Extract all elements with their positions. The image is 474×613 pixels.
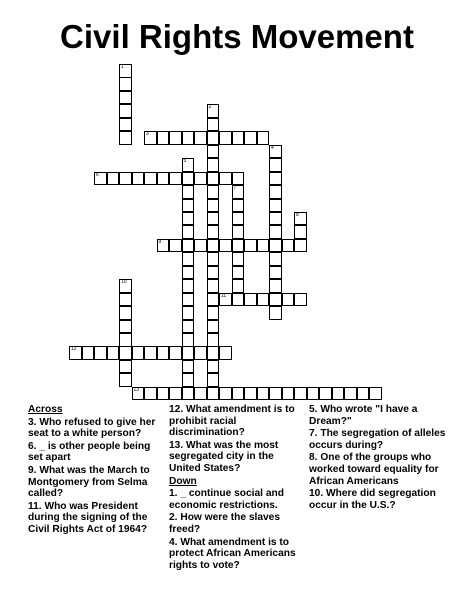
grid-cell[interactable] [219, 387, 232, 401]
grid-cell[interactable] [244, 239, 257, 253]
grid-cell[interactable] [257, 239, 270, 253]
grid-cell[interactable] [119, 320, 132, 334]
grid-cell[interactable] [207, 145, 220, 159]
cell-number: 4 [271, 144, 274, 151]
grid-cell[interactable] [119, 373, 132, 387]
clue-across-6: 6. _ is other people being set apart [28, 440, 151, 464]
grid-cell[interactable] [269, 158, 282, 172]
clue-down-1: 1. _ continue social and economic restrictions. [169, 488, 284, 511]
grid-cell[interactable] [182, 199, 195, 213]
grid-cell[interactable] [207, 320, 220, 334]
cell-number: 5 [183, 158, 187, 165]
clue-down-8: 8. One of the groups who worked toward equality for African Americans [309, 452, 439, 487]
grid-cell[interactable] [232, 225, 245, 239]
clues-column-3 [309, 404, 457, 512]
across-heading: Across [28, 404, 63, 415]
grid-cell[interactable] [207, 118, 220, 132]
grid-cell[interactable] [119, 131, 132, 145]
clue-down-2: 2. How were the slaves freed? [169, 512, 281, 535]
grid-cell[interactable] [232, 252, 245, 266]
grid-cell[interactable] [132, 346, 145, 360]
grid-cell[interactable] [157, 239, 170, 253]
grid-cell[interactable] [207, 387, 220, 401]
grid-cell[interactable] [107, 172, 120, 186]
grid-cell[interactable] [169, 239, 182, 253]
down-heading: Down [169, 475, 197, 487]
grid-cell[interactable] [169, 131, 182, 145]
grid-cell[interactable] [207, 266, 220, 280]
grid-cell[interactable] [207, 131, 220, 145]
grid-cell[interactable] [294, 293, 307, 307]
grid-cell[interactable] [207, 373, 220, 387]
grid-cell[interactable] [294, 225, 307, 239]
grid-cell[interactable] [119, 293, 132, 307]
grid-cell[interactable] [207, 158, 220, 172]
grid-cell[interactable] [119, 104, 132, 118]
grid-cell[interactable] [232, 172, 245, 186]
grid-cell[interactable] [182, 158, 195, 172]
grid-cell[interactable] [132, 172, 145, 186]
grid-cell[interactable] [219, 172, 232, 186]
grid-cell[interactable] [182, 333, 195, 347]
grid-cell[interactable] [144, 346, 157, 360]
grid-cell[interactable] [182, 185, 195, 199]
clue-across-3: 3. Who refused to give her seat to a white person? [28, 416, 156, 440]
grid-cell[interactable] [369, 387, 382, 401]
grid-cell[interactable] [119, 333, 132, 347]
grid-cell[interactable] [207, 199, 220, 213]
grid-cell[interactable] [257, 387, 270, 401]
grid-cell[interactable] [207, 333, 220, 347]
grid-cell[interactable] [282, 387, 295, 401]
grid-cell[interactable] [194, 346, 207, 360]
grid-cell[interactable] [269, 266, 282, 280]
grid-cell[interactable] [119, 346, 132, 360]
grid-cell[interactable] [182, 293, 195, 307]
grid-cell[interactable] [157, 346, 170, 360]
grid-cell[interactable] [219, 293, 232, 307]
grid-cell[interactable] [269, 225, 282, 239]
grid-cell[interactable] [182, 225, 195, 239]
grid-cell[interactable] [207, 279, 220, 293]
grid-cell[interactable] [207, 185, 220, 199]
grid-cell[interactable] [294, 212, 307, 226]
grid-cell[interactable] [182, 131, 195, 145]
grid-cell[interactable] [194, 239, 207, 253]
cell-number: 7 [233, 185, 237, 192]
grid-cell[interactable] [207, 212, 220, 226]
grid-cell[interactable] [294, 239, 307, 253]
grid-cell[interactable] [119, 77, 132, 91]
grid-cell[interactable] [219, 131, 232, 145]
clues-column-1 [28, 404, 161, 537]
grid-cell[interactable] [244, 387, 257, 401]
grid-cell[interactable] [244, 131, 257, 145]
cell-number: 9 [158, 238, 162, 245]
grid-cell[interactable] [182, 373, 195, 387]
grid-cell[interactable] [69, 346, 82, 360]
cell-number: 8 [296, 211, 299, 218]
grid-cell[interactable] [207, 225, 220, 239]
cell-number: 3 [146, 131, 149, 138]
clue-down-5: 5. Who wrote "I have a Dream?" [309, 404, 418, 427]
grid-cell[interactable] [357, 387, 370, 401]
grid-cell[interactable] [157, 131, 170, 145]
grid-cell[interactable] [319, 387, 332, 401]
grid-cell[interactable] [169, 346, 182, 360]
grid-cell[interactable] [119, 360, 132, 374]
cell-number: 1 [121, 64, 124, 70]
grid-cell[interactable] [82, 346, 95, 360]
grid-cell[interactable] [119, 91, 132, 105]
grid-cell[interactable] [269, 172, 282, 186]
grid-cell[interactable] [232, 293, 245, 307]
cell-number: 11 [221, 292, 227, 299]
clues-column-2 [169, 404, 301, 572]
clue-down-10: 10. Where did segregation occur in the U.S.? [309, 488, 436, 511]
grid-cell[interactable] [207, 293, 220, 307]
grid-cell[interactable] [294, 387, 307, 401]
grid-cell[interactable] [119, 306, 132, 320]
clue-across-9: 9. What was the March to Montgomery from Selma called? [28, 464, 150, 500]
grid-cell[interactable] [144, 387, 157, 401]
grid-cell[interactable] [257, 131, 270, 145]
grid-cell[interactable] [119, 64, 132, 78]
grid-cell[interactable] [144, 172, 157, 186]
grid-cell[interactable] [207, 239, 220, 253]
grid-cell[interactable] [232, 387, 245, 401]
grid-cell[interactable] [144, 131, 157, 145]
grid-cell[interactable] [257, 293, 270, 307]
grid-cell[interactable] [94, 172, 107, 186]
grid-cell[interactable] [232, 199, 245, 213]
grid-cell[interactable] [219, 346, 232, 360]
grid-cell[interactable] [182, 346, 195, 360]
cell-number: 10 [121, 279, 127, 286]
grid-cell[interactable] [182, 239, 195, 253]
grid-cell[interactable] [307, 387, 320, 401]
grid-cell[interactable] [182, 279, 195, 293]
grid-cell[interactable] [269, 145, 282, 159]
grid-cell[interactable] [232, 266, 245, 280]
clue-across-13: 13. What was the most segregated city in the United States? [169, 439, 279, 474]
grid-cell[interactable] [269, 252, 282, 266]
grid-cell[interactable] [207, 360, 220, 374]
grid-cell[interactable] [119, 279, 132, 293]
grid-cell[interactable] [194, 387, 207, 401]
grid-cell[interactable] [157, 387, 170, 401]
grid-cell[interactable] [244, 293, 257, 307]
grid-cell[interactable] [182, 172, 195, 186]
grid-cell[interactable] [194, 172, 207, 186]
grid-cell[interactable] [232, 239, 245, 253]
grid-cell[interactable] [232, 212, 245, 226]
clue-down-4: 4. What amendment is to protect African Americans rights to vote? [169, 536, 296, 571]
grid-cell[interactable] [219, 239, 232, 253]
grid-cell[interactable] [282, 293, 295, 307]
grid-cell[interactable] [269, 199, 282, 213]
grid-cell[interactable] [207, 252, 220, 266]
grid-cell[interactable] [207, 306, 220, 320]
grid-cell[interactable] [269, 185, 282, 199]
grid-cell[interactable] [207, 172, 220, 186]
grid-cell[interactable] [107, 346, 120, 360]
grid-cell[interactable] [182, 387, 195, 401]
cell-number: 2 [208, 104, 212, 111]
puzzle-title: Civil Rights Movement [60, 18, 414, 55]
clue-down-7: 7. The segregation of alleles occurs during? [309, 428, 446, 451]
grid-cell[interactable] [344, 387, 357, 401]
grid-cell[interactable] [119, 172, 132, 186]
grid-cell[interactable] [282, 239, 295, 253]
grid-cell[interactable] [269, 279, 282, 293]
grid-cell[interactable] [269, 293, 282, 307]
grid-cell[interactable] [207, 346, 220, 360]
cell-number: 6 [96, 171, 99, 178]
grid-cell[interactable] [182, 360, 195, 374]
cell-number: 13 [133, 386, 140, 393]
grid-cell[interactable] [269, 387, 282, 401]
grid-cell[interactable] [269, 306, 282, 320]
grid-cell[interactable] [182, 212, 195, 226]
grid-cell[interactable] [194, 131, 207, 145]
grid-cell[interactable] [207, 104, 220, 118]
grid-cell[interactable] [232, 279, 245, 293]
grid-cell[interactable] [182, 266, 195, 280]
grid-cell[interactable] [232, 185, 245, 199]
clue-across-11: 11. Who was President during the signing of the Civil Rights Act of 1964? [28, 500, 148, 535]
grid-cell[interactable] [157, 172, 170, 186]
clue-across-12: 12. What amendment is to prohibit racial discrimination? [169, 404, 295, 439]
grid-cell[interactable] [182, 306, 195, 320]
grid-cell[interactable] [169, 387, 182, 401]
cell-number: 12 [71, 346, 77, 353]
grid-cell[interactable] [132, 387, 145, 401]
grid-cell[interactable] [94, 346, 107, 360]
grid-cell[interactable] [332, 387, 345, 401]
grid-cell[interactable] [182, 252, 195, 266]
grid-cell[interactable] [119, 118, 132, 132]
grid-cell[interactable] [232, 131, 245, 145]
grid-cell[interactable] [269, 212, 282, 226]
grid-cell[interactable] [269, 239, 282, 253]
grid-cell[interactable] [169, 172, 182, 186]
grid-cell[interactable] [182, 320, 195, 334]
